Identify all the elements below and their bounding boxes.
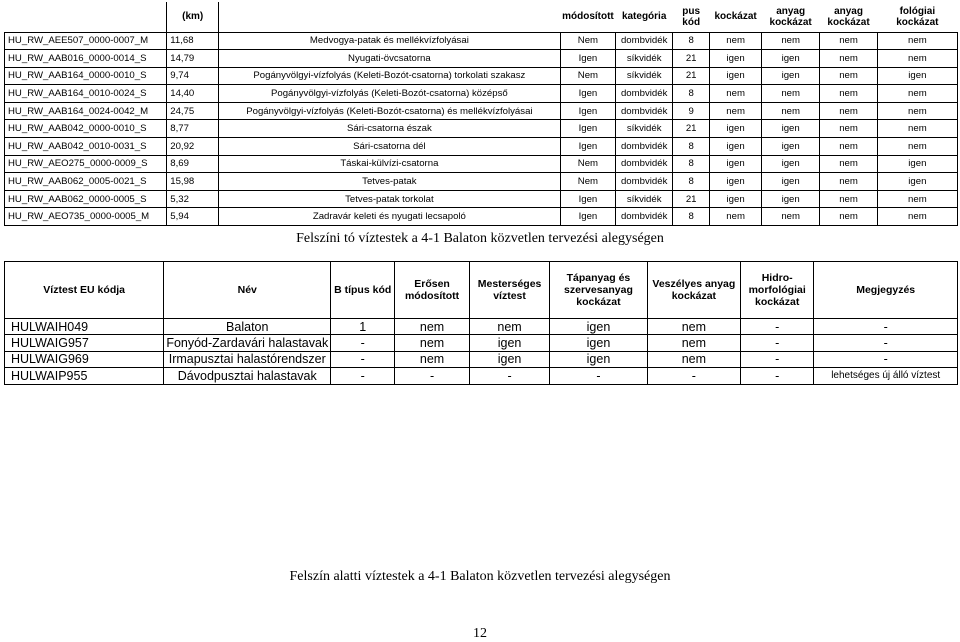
cell: nem [820,120,877,138]
cell: igen [877,155,957,173]
cell-name: Nyugati-övcsatorna [219,50,560,68]
cell-name: Zadravár keleti és nyugati lecsapoló [219,208,560,226]
cell: síkvidék [616,190,673,208]
cell: Igen [560,120,616,138]
cell: nem [469,319,549,335]
cell: igen [710,50,762,68]
page-number: 12 [473,626,487,641]
table-row [5,67,958,85]
col-header [5,2,167,32]
col-header: Megjegyzés [814,262,958,319]
col-header: Tápanyag és szervesanyag kockázat [550,262,648,319]
cell: igen [761,173,819,191]
col-header: kategória [621,11,667,23]
cell: dombvidék [616,155,673,173]
col-header: pus kód [682,5,701,28]
col-header: anyag kockázat [769,5,812,28]
cell: nem [877,32,957,50]
cell: nem [820,208,877,226]
cell-length: 5,94 [167,208,219,226]
table-row [5,102,958,120]
table-row [5,335,958,351]
cell-name: Medvogya-patak és mellékvízfolyásai [219,32,560,50]
cell: igen [710,155,762,173]
cell: igen [710,67,762,85]
cell: igen [550,351,648,367]
table-row [5,368,958,384]
cell: igen [469,351,549,367]
cell: igen [761,138,819,156]
cell: nem [395,319,470,335]
cell-code: HULWAIG957 [5,335,164,351]
cell: - [550,368,648,384]
cell-code: HULWAIG969 [5,351,164,367]
cell: nem [395,351,470,367]
cell: - [741,319,814,335]
cell-code: HU_RW_AAB016_0000-0014_S [5,50,167,68]
col-header: Veszélyes anyag kockázat [647,262,740,319]
cell: nem [820,50,877,68]
cell: nem [877,85,957,103]
cell: igen [550,319,648,335]
cell: Igen [560,102,616,120]
cell-code: HU_RW_AAB062_0000-0005_S [5,190,167,208]
cell: nem [820,138,877,156]
cell: 21 [673,120,710,138]
cell-code: HU_RW_AEE507_0000-0007_M [5,32,167,50]
cell: 8 [673,155,710,173]
cell-name: Dávodpusztai halastavak [164,368,331,384]
cell-name: Pogányvölgyi-vízfolyás (Keleti-Bozót-csatorna) torkolati szakasz [219,67,560,85]
groundwater-section-caption: Felszín alatti víztestek a 4-1 Balaton közvetlen tervezési alegységen [289,569,671,584]
cell: igen [761,67,819,85]
col-header [219,2,560,32]
cell: 8 [673,32,710,50]
cell: - [395,368,470,384]
cell-length: 5,32 [167,190,219,208]
cell-note: lehetséges új álló víztest [814,368,958,384]
cell: nem [820,85,877,103]
cell-code: HU_RW_AAB164_0010-0024_S [5,85,167,103]
cell: Igen [560,85,616,103]
cell: Nem [560,155,616,173]
col-header: módosított [562,11,614,23]
cell-length: 24,75 [167,102,219,120]
table-header-row [5,2,958,32]
cell: nem [395,335,470,351]
cell: nem [877,120,957,138]
cell: 8 [673,138,710,156]
col-header: Erősen módosított [395,262,470,319]
cell: 21 [673,50,710,68]
cell: 8 [673,85,710,103]
cell: - [814,319,958,335]
cell: igen [710,138,762,156]
cell-name: Pogányvölgyi-vízfolyás (Keleti-Bozót-csatorna) és mellékvízfolyásai [219,102,560,120]
cell-name: Fonyód-Zardavári halastavak [164,335,331,351]
cell-length: 9,74 [167,67,219,85]
cell-code: HU_RW_AEO735_0000-0005_M [5,208,167,226]
cell: 1 [331,319,395,335]
cell: nem [820,67,877,85]
river-waterbody-table [4,2,958,226]
cell: nem [710,32,762,50]
cell-name: Balaton [164,319,331,335]
cell: igen [761,120,819,138]
cell-length: 11,68 [167,32,219,50]
cell-name: Sári-csatorna dél [219,138,560,156]
table-row [5,85,958,103]
cell: nem [877,190,957,208]
cell: igen [550,335,648,351]
cell: - [469,368,549,384]
cell: nem [710,85,762,103]
col-header: Mesterséges víztest [469,262,549,319]
cell: Igen [560,208,616,226]
cell: igen [877,67,957,85]
cell: Nem [560,32,616,50]
cell: nem [761,85,819,103]
cell-code: HU_RW_AAB042_0000-0010_S [5,120,167,138]
table-row [5,155,958,173]
cell: - [741,351,814,367]
cell: 8 [673,208,710,226]
table-row [5,190,958,208]
cell: nem [710,208,762,226]
table-row [5,319,958,335]
cell-length: 14,79 [167,50,219,68]
cell: Nem [560,173,616,191]
cell: síkvidék [616,67,673,85]
cell: Igen [560,138,616,156]
cell: - [814,335,958,351]
cell: nem [877,208,957,226]
col-header: Hidro-morfológiai kockázat [741,262,814,319]
cell: 8 [673,173,710,191]
cell: 21 [673,190,710,208]
cell-name: Tetves-patak torkolat [219,190,560,208]
cell-name: Pogányvölgyi-vízfolyás (Keleti-Bozót-csatorna) középső [219,85,560,103]
cell: dombvidék [616,85,673,103]
cell: igen [761,50,819,68]
cell-code: HULWAIP955 [5,368,164,384]
col-header: fológiai kockázat [896,5,939,28]
cell-length: 20,92 [167,138,219,156]
cell: dombvidék [616,173,673,191]
cell: Nem [560,67,616,85]
cell-code: HU_RW_AEO275_0000-0009_S [5,155,167,173]
cell: nem [647,335,740,351]
cell: dombvidék [616,32,673,50]
col-header: B típus kód [331,262,395,319]
cell: nem [761,208,819,226]
cell: nem [877,102,957,120]
table-row [5,50,958,68]
cell-code: HULWAIH049 [5,319,164,335]
cell: nem [761,102,819,120]
lake-section-caption: Felszíni tó víztestek a 4-1 Balaton közvetlen tervezési alegységen [296,231,664,246]
cell-length: 8,69 [167,155,219,173]
cell: 21 [673,67,710,85]
col-header: anyag kockázat [827,5,870,28]
col-header: (km) [167,2,219,32]
cell: - [741,335,814,351]
cell: - [331,351,395,367]
table-header-row [5,262,958,319]
cell: nem [647,319,740,335]
cell: síkvidék [616,50,673,68]
table-row [5,208,958,226]
cell: nem [820,102,877,120]
table-row [5,138,958,156]
cell: nem [820,190,877,208]
cell: igen [877,173,957,191]
cell: nem [761,32,819,50]
cell: Igen [560,50,616,68]
cell: dombvidék [616,208,673,226]
cell-length: 15,98 [167,173,219,191]
cell: - [331,368,395,384]
cell: nem [877,138,957,156]
cell: nem [877,50,957,68]
cell: nem [820,32,877,50]
cell: igen [469,335,549,351]
cell: nem [710,102,762,120]
cell: - [331,335,395,351]
cell-code: HU_RW_AAB164_0024-0042_M [5,102,167,120]
cell: igen [761,155,819,173]
cell: igen [710,173,762,191]
cell: nem [647,351,740,367]
col-header: kockázat [714,11,757,23]
cell: síkvidék [616,120,673,138]
lake-waterbody-table [4,261,958,385]
cell: - [741,368,814,384]
cell: - [647,368,740,384]
cell: 9 [673,102,710,120]
table-row [5,351,958,367]
cell-name: Irmapusztai halastórendszer [164,351,331,367]
cell: nem [820,173,877,191]
cell-code: HU_RW_AAB042_0010-0031_S [5,138,167,156]
cell-code: HU_RW_AAB062_0005-0021_S [5,173,167,191]
cell: igen [710,190,762,208]
cell-name: Sári-csatorna észak [219,120,560,138]
cell-length: 14,40 [167,85,219,103]
table-row [5,32,958,50]
cell: - [814,351,958,367]
cell: dombvidék [616,102,673,120]
cell: igen [761,190,819,208]
cell-length: 8,77 [167,120,219,138]
cell-name: Táskai-külvízi-csatorna [219,155,560,173]
cell-code: HU_RW_AAB164_0000-0010_S [5,67,167,85]
col-header: Víztest EU kódja [5,262,164,319]
cell: Igen [560,190,616,208]
cell: nem [820,155,877,173]
cell: igen [710,120,762,138]
cell: dombvidék [616,138,673,156]
cell-name: Tetves-patak [219,173,560,191]
table-row [5,120,958,138]
table-row [5,173,958,191]
col-header: Név [164,262,331,319]
